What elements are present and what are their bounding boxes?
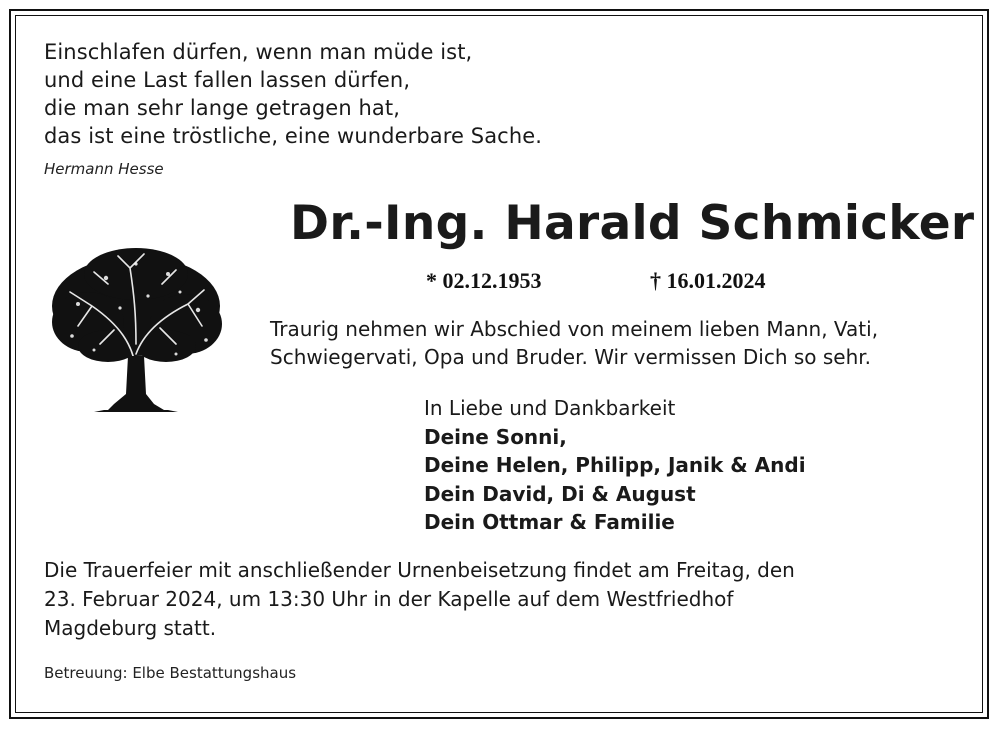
mourners <box>424 394 806 537</box>
tree-icon <box>48 244 223 416</box>
mourner-name: Dein Ottmar & Familie <box>424 510 675 534</box>
poem-line: Einschlafen dürfen, wenn man müde ist, <box>44 40 473 64</box>
poem-line: die man sehr lange getragen hat, <box>44 96 400 120</box>
birth-date: * 02.12.1953 <box>426 268 542 293</box>
mourner-name: Dein David, Di & August <box>424 481 696 506</box>
death-date: † 16.01.2024 <box>650 268 766 293</box>
poem-author: Hermann Hesse <box>44 160 164 178</box>
message-line: Schwiegervati, Opa und Bruder. Wir vermissen Dich so sehr. <box>270 345 872 369</box>
funeral-line: Die Trauerfeier mit anschließender Urnenbeisetzung findet am Freitag, den <box>44 558 795 582</box>
funeral-line: Magdeburg statt. <box>44 616 217 640</box>
farewell-message <box>270 315 878 371</box>
message-line: Traurig nehmen wir Abschied von meinem lieben Mann, Vati, <box>270 317 879 341</box>
funeral-home-credit: Betreuung: Elbe Bestattungshaus <box>44 664 297 682</box>
funeral-line: 23. Februar 2024, um 13:30 Uhr in der Kapelle auf dem Westfriedhof <box>44 587 734 611</box>
mourner-name: Deine Sonni, <box>424 424 567 449</box>
poem <box>44 38 542 150</box>
poem-line: das ist eine tröstliche, eine wunderbare Sache. <box>44 124 543 148</box>
mourners-intro: In Liebe und Dankbarkeit <box>424 396 676 420</box>
mourner-name: Deine Helen, Philipp, Janik & Andi <box>424 453 806 477</box>
deceased-name: Dr.-Ing. Harald Schmicker <box>290 196 975 251</box>
poem-line: und eine Last fallen lassen dürfen, <box>44 68 411 92</box>
funeral-info <box>44 556 795 643</box>
